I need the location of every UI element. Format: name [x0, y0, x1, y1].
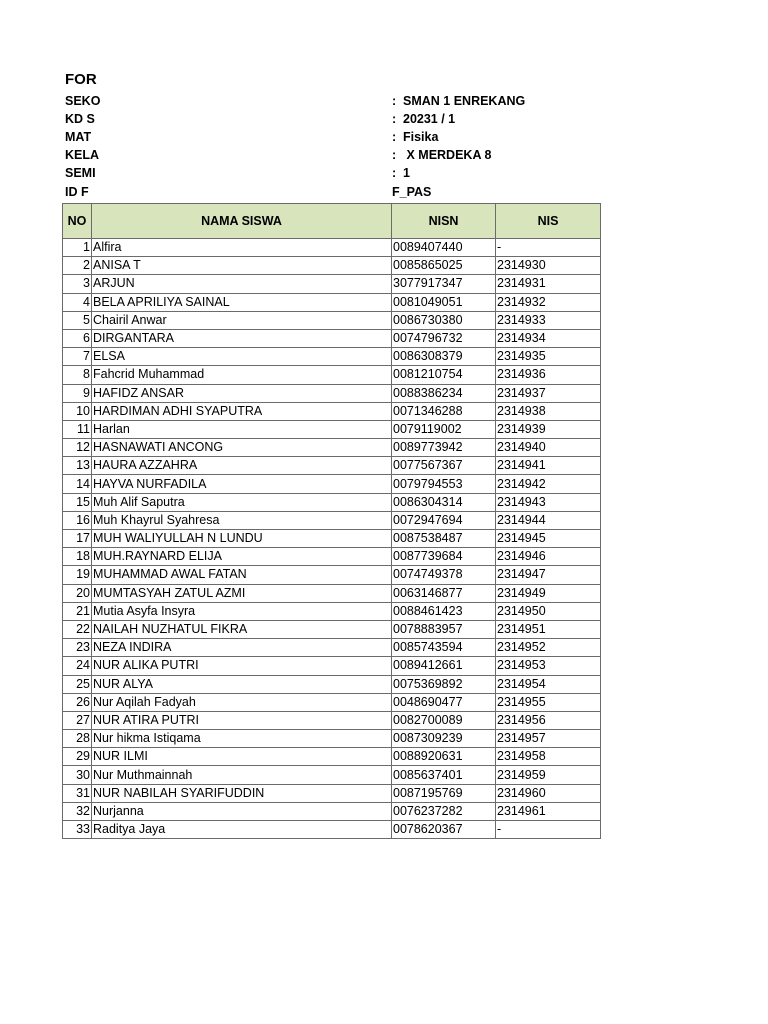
student-table [62, 203, 601, 839]
table-row [63, 821, 601, 839]
student-name: ELSA [92, 348, 392, 366]
student-name: HAURA AZZAHRA [92, 457, 392, 475]
student-nisn: 0074796732 [392, 329, 496, 347]
student-nisn: 0089407440 [392, 239, 496, 257]
table-row [63, 620, 601, 638]
student-nisn: 0081210754 [392, 366, 496, 384]
student-nis: 2314934 [496, 329, 601, 347]
row-number: 1 [63, 239, 92, 257]
student-nisn: 0081049051 [392, 293, 496, 311]
meta-row-id [0, 183, 768, 201]
student-nisn: 3077917347 [392, 275, 496, 293]
table-row [63, 457, 601, 475]
row-number: 6 [63, 329, 92, 347]
row-number: 24 [63, 657, 92, 675]
row-number: 10 [63, 402, 92, 420]
student-nisn: 0085865025 [392, 257, 496, 275]
student-name: MUMTASYAH ZATUL AZMI [92, 584, 392, 602]
meta-row-semester [0, 164, 768, 182]
meta-row-class [0, 146, 768, 164]
meta-label: SEKO [65, 94, 101, 108]
meta-colon: : [392, 94, 397, 108]
student-nisn: 0085743594 [392, 639, 496, 657]
table-row [63, 784, 601, 802]
student-nis: 2314949 [496, 584, 601, 602]
table-row [63, 584, 601, 602]
row-number: 8 [63, 366, 92, 384]
student-nis: 2314938 [496, 402, 601, 420]
student-name: NUR ALIKA PUTRI [92, 657, 392, 675]
meta-value: 1 [403, 166, 410, 180]
table-row [63, 439, 601, 457]
row-number: 32 [63, 802, 92, 820]
student-nis: 2314956 [496, 711, 601, 729]
student-nis: 2314946 [496, 548, 601, 566]
meta-colon: : [392, 166, 397, 180]
student-nis: 2314930 [496, 257, 601, 275]
student-nisn: 0085637401 [392, 766, 496, 784]
meta-row-kd [0, 110, 768, 128]
table-row [63, 675, 601, 693]
student-name: NAILAH NUZHATUL FIKRA [92, 620, 392, 638]
student-nisn: 0079794553 [392, 475, 496, 493]
student-name: HAYVA NURFADILA [92, 475, 392, 493]
table-row [63, 293, 601, 311]
meta-value: 20231 / 1 [403, 112, 456, 126]
row-number: 20 [63, 584, 92, 602]
row-number: 28 [63, 730, 92, 748]
meta-label: KELA [65, 148, 100, 162]
student-nisn: 0086308379 [392, 348, 496, 366]
row-number: 23 [63, 639, 92, 657]
student-nis: 2314935 [496, 348, 601, 366]
meta-colon: : [392, 130, 397, 144]
student-nisn: 0088461423 [392, 602, 496, 620]
student-name: ARJUN [92, 275, 392, 293]
student-name: HASNAWATI ANCONG [92, 439, 392, 457]
row-number: 11 [63, 420, 92, 438]
student-nis: 2314952 [496, 639, 601, 657]
meta-label: ID F [65, 185, 89, 199]
student-name: Mutia Asyfa Insyra [92, 602, 392, 620]
table-row [63, 475, 601, 493]
table-row [63, 275, 601, 293]
student-nis: 2314936 [496, 366, 601, 384]
row-number: 16 [63, 511, 92, 529]
student-nis: 2314931 [496, 275, 601, 293]
meta-row-subject [0, 128, 768, 146]
student-nisn: 0072947694 [392, 511, 496, 529]
table-row [63, 530, 601, 548]
row-number: 21 [63, 602, 92, 620]
table-body [63, 239, 601, 839]
student-name: NUR ILMI [92, 748, 392, 766]
row-number: 33 [63, 821, 92, 839]
row-number: 13 [63, 457, 92, 475]
student-name: NUR ALYA [92, 675, 392, 693]
student-nis: - [496, 239, 601, 257]
row-number: 7 [63, 348, 92, 366]
table-row [63, 639, 601, 657]
row-number: 29 [63, 748, 92, 766]
row-number: 22 [63, 620, 92, 638]
student-nisn: 0088386234 [392, 384, 496, 402]
row-number: 25 [63, 675, 92, 693]
student-nisn: 0075369892 [392, 675, 496, 693]
table-row [63, 493, 601, 511]
table-row [63, 766, 601, 784]
student-nisn: 0087538487 [392, 530, 496, 548]
table-row [63, 402, 601, 420]
student-name: Muh Khayrul Syahresa [92, 511, 392, 529]
student-nisn: 0088920631 [392, 748, 496, 766]
row-number: 12 [63, 439, 92, 457]
student-nis: 2314957 [496, 730, 601, 748]
student-nisn: 0063146877 [392, 584, 496, 602]
student-name: Chairil Anwar [92, 311, 392, 329]
meta-value: X MERDEKA 8 [403, 148, 492, 162]
student-nisn: 0077567367 [392, 457, 496, 475]
student-nisn: 0082700089 [392, 711, 496, 729]
student-nis: 2314958 [496, 748, 601, 766]
student-nis: 2314945 [496, 530, 601, 548]
table-row [63, 348, 601, 366]
student-nisn: 0086730380 [392, 311, 496, 329]
student-name: BELA APRILIYA SAINAL [92, 293, 392, 311]
table-header-row [63, 204, 601, 239]
student-name: Fahcrid Muhammad [92, 366, 392, 384]
meta-value: Fisika [403, 130, 439, 144]
meta-value: SMAN 1 ENREKANG [403, 94, 526, 108]
table-row [63, 511, 601, 529]
student-nis: 2314959 [496, 766, 601, 784]
table-row [63, 711, 601, 729]
student-nisn: 0074749378 [392, 566, 496, 584]
student-nis: 2314953 [496, 657, 601, 675]
student-nisn: 0071346288 [392, 402, 496, 420]
table-row [63, 420, 601, 438]
student-nis: 2314943 [496, 493, 601, 511]
row-number: 3 [63, 275, 92, 293]
student-name: HAFIDZ ANSAR [92, 384, 392, 402]
meta-value: F_PAS [392, 185, 432, 199]
student-nisn: 0078620367 [392, 821, 496, 839]
table-row [63, 329, 601, 347]
table-row [63, 566, 601, 584]
student-nis: 2314933 [496, 311, 601, 329]
table-row [63, 693, 601, 711]
row-number: 30 [63, 766, 92, 784]
student-nis: 2314939 [496, 420, 601, 438]
table-row [63, 311, 601, 329]
row-number: 31 [63, 784, 92, 802]
meta-colon: : [392, 148, 397, 162]
student-nis: 2314940 [496, 439, 601, 457]
student-nisn: 0078883957 [392, 620, 496, 638]
student-name: NEZA INDIRA [92, 639, 392, 657]
student-nis: 2314955 [496, 693, 601, 711]
student-nisn: 0076237282 [392, 802, 496, 820]
table-row [63, 548, 601, 566]
student-nisn: 0089773942 [392, 439, 496, 457]
table-row [63, 384, 601, 402]
student-name: Alfira [92, 239, 392, 257]
student-nisn: 0079119002 [392, 420, 496, 438]
student-nisn: 0087309239 [392, 730, 496, 748]
student-name: MUHAMMAD AWAL FATAN [92, 566, 392, 584]
table-row [63, 730, 601, 748]
header-name: NAMA SISWA [92, 204, 392, 239]
student-name: Nurjanna [92, 802, 392, 820]
row-number: 27 [63, 711, 92, 729]
row-number: 9 [63, 384, 92, 402]
student-nisn: 0086304314 [392, 493, 496, 511]
student-nis: 2314941 [496, 457, 601, 475]
student-nisn: 0087195769 [392, 784, 496, 802]
row-number: 2 [63, 257, 92, 275]
student-name: Raditya Jaya [92, 821, 392, 839]
row-number: 19 [63, 566, 92, 584]
student-name: Muh Alif Saputra [92, 493, 392, 511]
form-title: FOR [65, 71, 97, 88]
table-row [63, 802, 601, 820]
meta-label: MAT [65, 130, 92, 144]
table-row [63, 239, 601, 257]
row-number: 15 [63, 493, 92, 511]
student-nis: 2314954 [496, 675, 601, 693]
student-name: HARDIMAN ADHI SYAPUTRA [92, 402, 392, 420]
student-nis: 2314932 [496, 293, 601, 311]
row-number: 14 [63, 475, 92, 493]
student-nisn: 0087739684 [392, 548, 496, 566]
table-row [63, 657, 601, 675]
meta-label: SEMI [65, 166, 96, 180]
student-name: Nur Aqilah Fadyah [92, 693, 392, 711]
meta-colon: : [392, 112, 397, 126]
student-name: ANISA T [92, 257, 392, 275]
student-name: NUR NABILAH SYARIFUDDIN [92, 784, 392, 802]
student-name: Nur Muthmainnah [92, 766, 392, 784]
student-name: DIRGANTARA [92, 329, 392, 347]
row-number: 17 [63, 530, 92, 548]
student-nis: 2314960 [496, 784, 601, 802]
student-name: NUR ATIRA PUTRI [92, 711, 392, 729]
header-nis: NIS [496, 204, 601, 239]
header-no: NO [63, 204, 92, 239]
student-nisn: 0089412661 [392, 657, 496, 675]
meta-row-school [0, 92, 768, 110]
student-name: Harlan [92, 420, 392, 438]
table-row [63, 257, 601, 275]
meta-label: KD S [65, 112, 95, 126]
table-row [63, 366, 601, 384]
table-row [63, 748, 601, 766]
student-nis: 2314951 [496, 620, 601, 638]
header-nisn: NISN [392, 204, 496, 239]
table-row [63, 602, 601, 620]
student-nis: - [496, 821, 601, 839]
student-nis: 2314942 [496, 475, 601, 493]
student-nis: 2314947 [496, 566, 601, 584]
row-number: 18 [63, 548, 92, 566]
row-number: 26 [63, 693, 92, 711]
student-nis: 2314944 [496, 511, 601, 529]
row-number: 5 [63, 311, 92, 329]
student-nis: 2314950 [496, 602, 601, 620]
student-nis: 2314937 [496, 384, 601, 402]
student-name: MUH.RAYNARD ELIJA [92, 548, 392, 566]
student-name: Nur hikma Istiqama [92, 730, 392, 748]
student-name: MUH WALIYULLAH N LUNDU [92, 530, 392, 548]
student-nisn: 0048690477 [392, 693, 496, 711]
student-nis: 2314961 [496, 802, 601, 820]
row-number: 4 [63, 293, 92, 311]
